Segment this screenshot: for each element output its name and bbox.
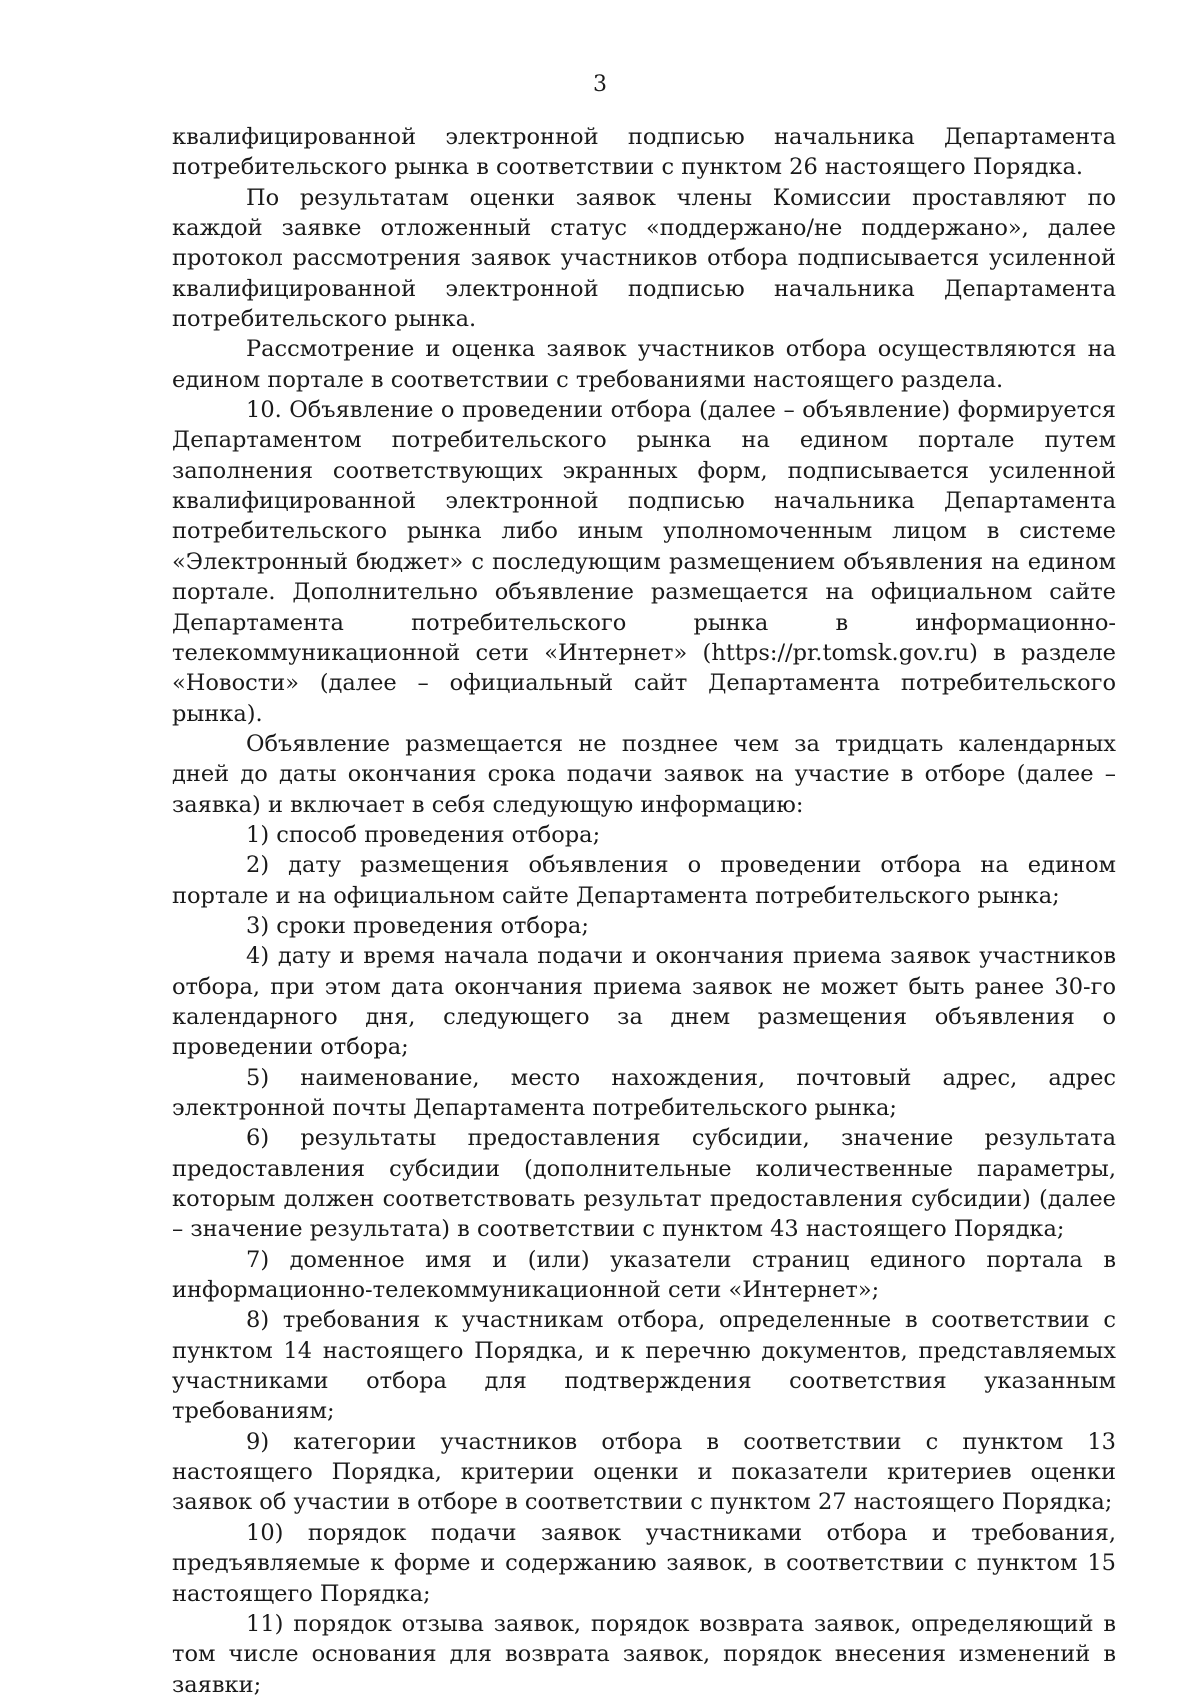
list-item: 2) дату размещения объявления о проведении отбора на едином портале и на официальном сайте Департамента потребительского рынка; — [172, 852, 1116, 909]
paragraph: По результатам оценки заявок члены Комиссии проставляют по каждой заявке отложенный статус «поддержано/не поддержано», далее протокол рассмотрения заявок участников отбора подписывается усиленной квалифицированной электронной подписью начальника Департамента потребительского рынка. — [172, 184, 1116, 333]
list-item: 7) доменное имя и (или) указатели страниц единого портала в информационно-телекоммуникационной сети «Интернет»; — [172, 1246, 1116, 1304]
list-item: 5) наименование, место нахождения, почтовый адрес, адрес электронной почты Департамента потребительского рынка; — [172, 1064, 1116, 1121]
list-item: 3) сроки проведения отбора; — [246, 912, 589, 939]
paragraph: Объявление размещается не позднее чем за тридцать календарных дней до даты окончания срока подачи заявок на участие в отборе (далее – заявка) и включает в себя следующую информацию: — [172, 730, 1116, 818]
list-item: 1) способ проведения отбора; — [246, 821, 601, 848]
paragraph: Рассмотрение и оценка заявок участников отбора осуществляются на едином портале в соответствии с требованиями настоящего раздела. — [172, 336, 1116, 393]
document-body — [172, 122, 1116, 1700]
list-item: 4) дату и время начала подачи и окончания приема заявок участников отбора, при этом дата окончания приема заявок не может быть ранее 30-го календарного дня, следующего за днем размещения объявления о проведении отбора; — [172, 943, 1116, 1061]
list-item: 6) результаты предоставления субсидии, значение результата предоставления субсидии (дополнительные количественные параметры, которым должен соответствовать результат предоставления субсидии) (далее – значение результата) в соответствии с пунктом 43 настоящего Порядка; — [172, 1125, 1116, 1243]
paragraph: квалифицированной электронной подписью начальника Департамента потребительского рынка в соответствии с пунктом 26 настоящего Порядка. — [172, 124, 1116, 181]
page-number: 3 — [593, 72, 607, 97]
list-item: 9) категории участников отбора в соответствии с пунктом 13 настоящего Порядка, критерии оценки и показатели критериев оценки заявок об участии в отборе в соответствии с пунктом 27 настоящего Порядка; — [172, 1428, 1116, 1516]
list-item: 8) требования к участникам отбора, определенные в соответствии с пунктом 14 настоящего Порядка, и к перечню документов, представляемых участниками отбора для подтверждения соответствия указанным требованиям; — [172, 1307, 1116, 1425]
list-item: 10) порядок подачи заявок участниками отбора и требования, предъявляемые к форме и содержанию заявок, в соответствии с пунктом 15 настоящего Порядка; — [172, 1519, 1116, 1607]
list-item: 11) порядок отзыва заявок, порядок возврата заявок, определяющий в том числе основания для возврата заявок, порядок внесения изменений в заявки; — [172, 1610, 1116, 1698]
paragraph: 10. Объявление о проведении отбора (далее – объявление) формируется Департаментом потребительского рынка на едином портале путем заполнения соответствующих экранных форм, подписывается усиленной квалифицированной электронной подписью начальника Департамента потребительского рынка либо иным уполномоченным лицом в системе «Электронный бюджет» с последующим размещением объявления на едином портале. Дополнительно объявление размещается на официальном сайте Департамента потребительского рынка в информационно-телекоммуникационной сети «Интернет» (https://pr.tomsk.gov.ru) в разделе «Новости» (далее – официальный сайт Департамента потребительского рынка). — [172, 397, 1116, 727]
